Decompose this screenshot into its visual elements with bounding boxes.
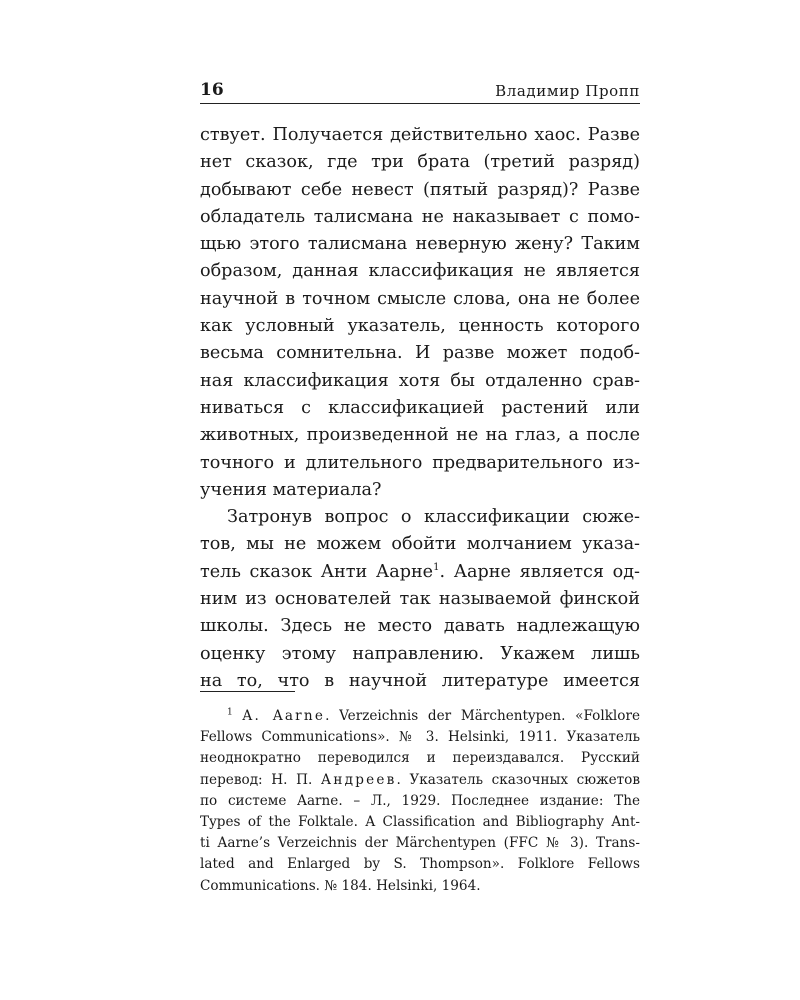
text-line: тов, мы не можем обойти молчанием указа- bbox=[200, 534, 640, 555]
footnote-line: Fellows Communications». № 3. Helsinki, 1911. Указатель bbox=[200, 729, 640, 746]
footnote-text: перевод: Н. П. bbox=[200, 771, 321, 788]
text-line: щью этого талисмана неверную жену? Таким bbox=[200, 234, 640, 255]
footnote bbox=[200, 706, 640, 897]
body-text bbox=[200, 122, 640, 695]
paragraph-start-line: Затронув вопрос о классификации сюже- bbox=[227, 507, 640, 528]
text-line: нет сказок, где три брата (третий разряд) bbox=[200, 152, 640, 173]
footnote-line bbox=[200, 770, 640, 791]
text-line-with-footnote bbox=[200, 559, 640, 586]
running-head: Владимир Пропп bbox=[495, 82, 640, 100]
text-line: обладатель талисмана не наказывает с помо- bbox=[200, 206, 640, 227]
header-rule bbox=[200, 103, 640, 104]
text-line: образом, данная классификация не является bbox=[200, 261, 640, 282]
footnote-line bbox=[200, 706, 640, 727]
footnote-rule bbox=[200, 691, 295, 692]
footnote-line: неоднократно переводился и переиздавался. Русский bbox=[200, 750, 640, 767]
footnote-reference[interactable]: 1 bbox=[433, 561, 440, 573]
text-line: как условный указатель, ценность которого bbox=[200, 316, 640, 337]
page-header bbox=[200, 74, 640, 100]
page-number: 16 bbox=[200, 80, 224, 100]
text-line: ная классификация хотя бы отдаленно срав- bbox=[200, 370, 640, 391]
text-segment: . Аарне является од- bbox=[439, 561, 640, 582]
footnote-line: по системе Aarne. – Л., 1929. Последнее издание: The bbox=[200, 792, 640, 809]
footnote-line: Types of the Folktale. A Classification and Bibliography Ant- bbox=[200, 813, 640, 830]
footnote-author: A. Aarne bbox=[242, 708, 326, 724]
text-line: на то, что в научной литературе имеется bbox=[200, 670, 640, 691]
text-line: точного и длительного предварительного из- bbox=[200, 452, 640, 473]
footnote-number: 1 bbox=[227, 707, 233, 718]
footnote-author: Андреев bbox=[320, 771, 397, 788]
text-line: ним из основателей так называемой финской bbox=[200, 589, 640, 610]
footnote-text: . Указатель сказочных сюжетов bbox=[396, 771, 640, 788]
text-line: весьма сомнительна. И разве может подоб- bbox=[200, 343, 640, 364]
text-line: ниваться с классификацией растений или bbox=[200, 397, 640, 418]
footnote-line: Communications. № 184. Helsinki, 1964. bbox=[200, 877, 481, 894]
text-line: добывают себе невест (пятый разряд)? Разве bbox=[200, 179, 640, 200]
text-line: учения материала? bbox=[200, 479, 382, 500]
footnote-text: . Verzeichnis der Märchentypen. «Folklore bbox=[325, 708, 641, 724]
text-line: школы. Здесь не место давать надлежащую bbox=[200, 616, 640, 637]
text-line: ствует. Получается действительно хаос. Разве bbox=[200, 125, 640, 145]
text-line: животных, произведенной не на глаз, а после bbox=[200, 425, 640, 446]
text-line: научной в точном смысле слова, она не более bbox=[200, 288, 640, 309]
text-segment: тель сказок Анти Аарне bbox=[200, 561, 434, 582]
text-line: оценку этому направлению. Укажем лишь bbox=[200, 643, 640, 664]
footnote-line: lated and Enlarged by S. Thompson». Folklore Fellows bbox=[200, 856, 640, 873]
footnote-line: ti Aarne’s Verzeichnis der Märchentypen (FFC № 3). Trans- bbox=[200, 835, 640, 852]
